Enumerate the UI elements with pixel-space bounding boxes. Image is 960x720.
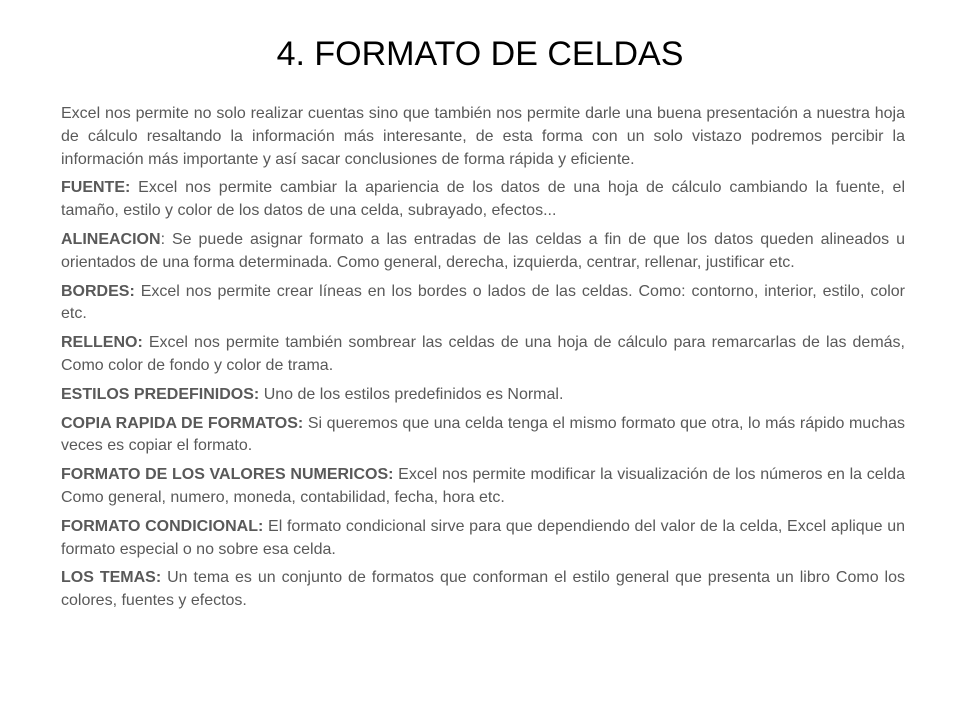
section-los-temas	[61, 567, 905, 613]
section-term: FORMATO DE LOS VALORES NUMERICOS:	[61, 466, 394, 484]
section-text: Un tema es un conjunto de formatos que conforman el estilo general que presenta un libro Como los colores, fuentes y efectos.	[61, 569, 906, 610]
slide-body	[61, 103, 905, 619]
section-copia-rapida	[61, 413, 905, 459]
section-text: Excel nos permite modificar la visualización de los números en la celda Como general, numero, moneda, contabilidad, fecha, hora etc.	[61, 466, 905, 506]
section-term: RELLENO:	[61, 334, 143, 352]
section-term: FUENTE:	[61, 179, 131, 197]
section-valores-numericos	[61, 464, 905, 510]
section-text: Si queremos que una celda tenga el mismo formato que otra, lo más rápido muchas veces es copiar el formato.	[61, 414, 905, 455]
section-text: El formato condicional sirve para que dependiendo del valor de la celda, Excel aplique un formato especial o no sobre esa celda.	[61, 517, 905, 558]
section-fuente	[61, 177, 905, 223]
section-bordes	[61, 281, 905, 327]
section-term: COPIA RAPIDA DE FORMATOS:	[61, 414, 304, 432]
section-alineacion	[61, 229, 905, 275]
section-text: Excel nos permite cambiar la apariencia de los datos de una hoja de cálculo cambiando la fuente, el tamaño, estilo y color de los datos de una celda, subrayado, efectos...	[61, 179, 905, 220]
section-formato-condicional	[61, 516, 905, 562]
section-text: Excel nos permite también sombrear las celdas de una hoja de cálculo para remarcarlas de las demás, Como color de fondo y color de trama.	[61, 334, 905, 374]
section-text: Excel nos permite crear líneas en los bordes o lados de las celdas. Como: contorno, interior, estilo, color etc.	[61, 282, 905, 323]
section-relleno	[61, 332, 905, 378]
section-term: BORDES:	[61, 282, 135, 300]
intro-paragraph: Excel nos permite no solo realizar cuentas sino que también nos permite darle una buena presentación a nuestra hoja de cálculo resaltando la información más interesante, de esta forma con un solo vistazo podremos percibir la información más importante y así sacar conclusiones de forma rápida y eficiente.	[61, 105, 905, 168]
section-term: FORMATO CONDICIONAL:	[61, 517, 264, 535]
slide-title: 4. FORMATO DE CELDAS	[276, 35, 684, 73]
section-term: ESTILOS PREDEFINIDOS:	[61, 385, 260, 403]
section-text: : Se puede asignar formato a las entradas de las celdas a fin de que los datos queden alineados u orientados de una forma determinada. Como general, derecha, izquierda, centrar, rellenar, justificar etc.	[61, 230, 905, 271]
section-estilos-predefinidos	[61, 384, 905, 407]
section-term: ALINEACION	[61, 230, 161, 248]
section-term: LOS TEMAS:	[61, 569, 162, 587]
section-text: Uno de los estilos predefinidos es Normal.	[259, 385, 564, 403]
